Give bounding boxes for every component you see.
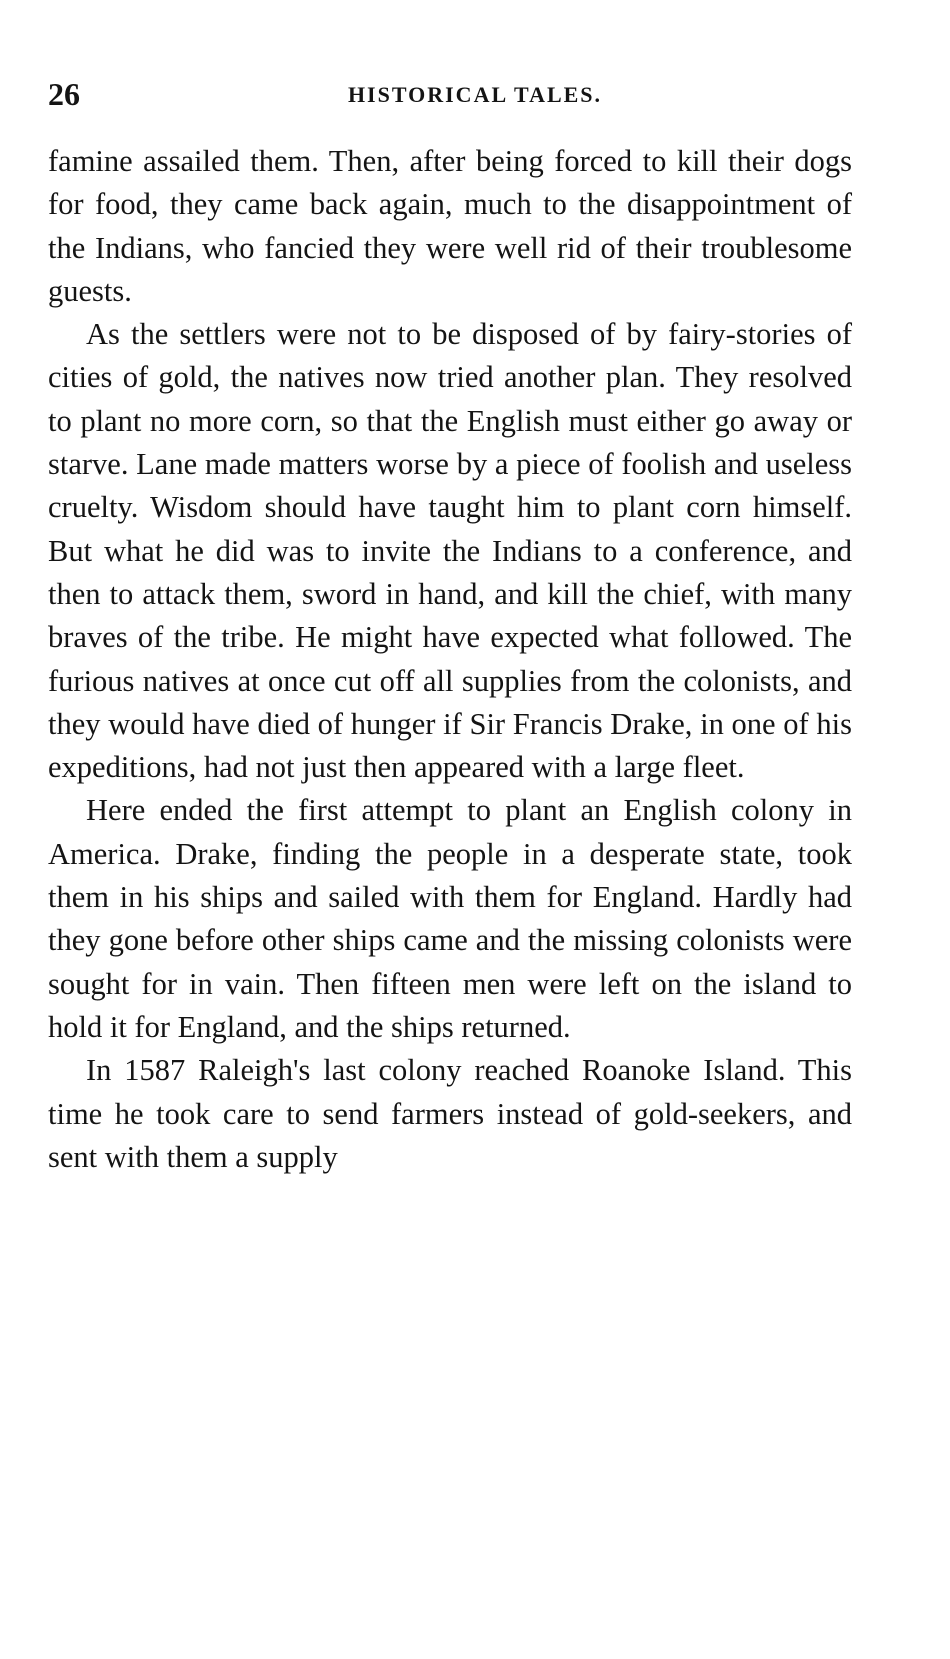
page-number: 26: [48, 76, 80, 112]
paragraph: Here ended the first attempt to plant an English colony in America. Drake, finding the people in a desperate state, took them in his ships and sailed with them for England. Hardly had they gone before other ships came and the missing colonists were sought for in vain. Then fifteen men were left on the island to hold it for England, and the ships returned.: [48, 793, 852, 1044]
body-text: [48, 140, 852, 1179]
paragraph: In 1587 Raleigh's last colony reached Roanoke Island. This time he took care to send farmers instead of gold-seekers, and sent with them a supply: [48, 1053, 852, 1174]
running-title: HISTORICAL TALES.: [347, 82, 603, 107]
paragraph-continued: famine assailed them. Then, after being forced to kill their dogs for food, they came back again, much to the disappointment of the Indians, who fancied they were well rid of their troublesome guests.: [48, 144, 852, 308]
paragraph: As the settlers were not to be disposed of by fairy-stories of cities of gold, the natives now tried another plan. They resolved to plant no more corn, so that the English must either go away or starve. Lane made matters worse by a piece of foolish and useless cruelty. Wisdom should have taught him to plant corn himself. But what he did was to invite the Indians to a conference, and then to attack them, sword in hand, and kill the chief, with many braves of the tribe. He might have expected what followed. The furious natives at once cut off all supplies from the colonists, and they would have died of hunger if Sir Francis Drake, in one of his expeditions, had not just then appeared with a large fleet.: [48, 317, 852, 785]
running-head: [48, 74, 902, 114]
